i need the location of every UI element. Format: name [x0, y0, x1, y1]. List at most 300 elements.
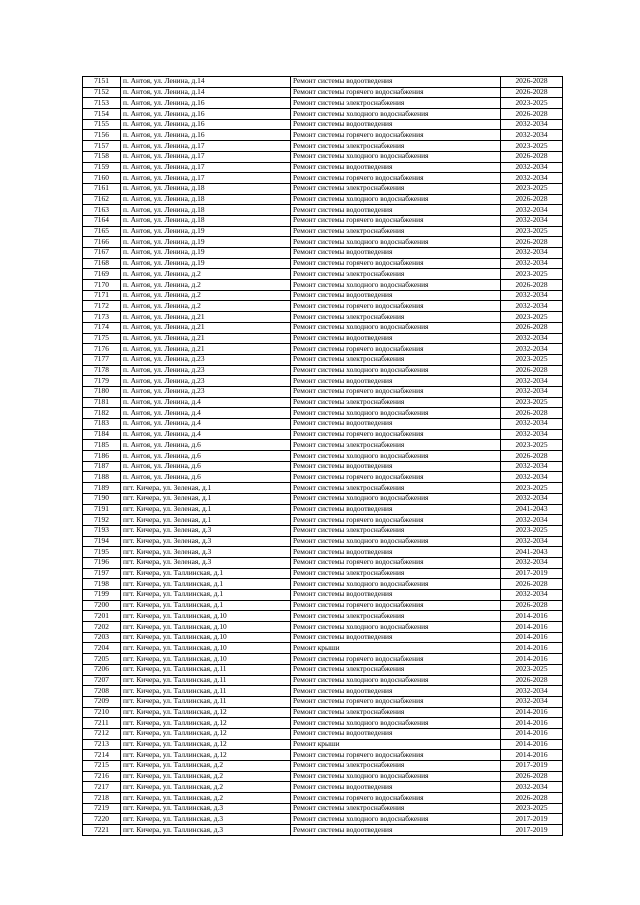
- address-cell: п. Антоя, ул. Ленина, д.4: [121, 419, 291, 430]
- row-number-cell: 7195: [83, 547, 121, 558]
- row-number-cell: 7172: [83, 301, 121, 312]
- row-number-cell: 7199: [83, 590, 121, 601]
- work-type-cell: Ремонт системы водоотведения: [291, 547, 501, 558]
- work-type-cell: Ремонт системы электроснабжения: [291, 803, 501, 814]
- work-type-cell: Ремонт системы холодного водоснабжения: [291, 493, 501, 504]
- work-type-cell: Ремонт системы водоотведения: [291, 686, 501, 697]
- table-row: [83, 675, 563, 686]
- address-cell: пгт. Кичера, ул. Таллинская, д.3: [121, 814, 291, 825]
- table-row: [83, 761, 563, 772]
- row-number-cell: 7158: [83, 151, 121, 162]
- period-cell: 2032-2034: [501, 376, 563, 387]
- address-cell: пгт. Кичера, ул. Зеленая, д.1: [121, 483, 291, 494]
- address-cell: пгт. Кичера, ул. Таллинская, д.10: [121, 622, 291, 633]
- period-cell: 2032-2034: [501, 782, 563, 793]
- address-cell: п. Антоя, ул. Ленина, д.4: [121, 408, 291, 419]
- table-row: [83, 141, 563, 152]
- period-cell: 2032-2034: [501, 696, 563, 707]
- table-row: [83, 215, 563, 226]
- table-row: [83, 525, 563, 536]
- table-row: [83, 258, 563, 269]
- period-cell: 2023-2025: [501, 354, 563, 365]
- work-type-cell: Ремонт системы водоотведения: [291, 248, 501, 259]
- period-cell: 2032-2034: [501, 536, 563, 547]
- period-cell: 2032-2034: [501, 301, 563, 312]
- table-row: [83, 151, 563, 162]
- row-number-cell: 7173: [83, 312, 121, 323]
- work-type-cell: Ремонт системы горячего водоснабжения: [291, 215, 501, 226]
- table-row: [83, 312, 563, 323]
- period-cell: 2032-2034: [501, 557, 563, 568]
- address-cell: пгт. Кичера, ул. Зеленая, д.3: [121, 557, 291, 568]
- work-type-cell: Ремонт системы горячего водоснабжения: [291, 557, 501, 568]
- row-number-cell: 7164: [83, 215, 121, 226]
- row-number-cell: 7166: [83, 237, 121, 248]
- row-number-cell: 7170: [83, 280, 121, 291]
- row-number-cell: 7186: [83, 451, 121, 462]
- address-cell: п. Антоя, ул. Ленина, д.2: [121, 280, 291, 291]
- work-type-cell: Ремонт системы электроснабжения: [291, 525, 501, 536]
- table-row: [83, 782, 563, 793]
- table-row: [83, 226, 563, 237]
- period-cell: 2023-2025: [501, 269, 563, 280]
- address-cell: пгт. Кичера, ул. Таллинская, д.10: [121, 654, 291, 665]
- work-type-cell: Ремонт системы водоотведения: [291, 205, 501, 216]
- row-number-cell: 7171: [83, 290, 121, 301]
- period-cell: 2023-2025: [501, 226, 563, 237]
- table-row: [83, 87, 563, 98]
- address-cell: п. Антоя, ул. Ленина, д.21: [121, 333, 291, 344]
- repair-schedule-table: [82, 76, 563, 836]
- work-type-cell: Ремонт системы холодного водоснабжения: [291, 579, 501, 590]
- row-number-cell: 7204: [83, 643, 121, 654]
- row-number-cell: 7208: [83, 686, 121, 697]
- work-type-cell: Ремонт системы электроснабжения: [291, 440, 501, 451]
- address-cell: п. Антоя, ул. Ленина, д.18: [121, 194, 291, 205]
- table-row: [83, 568, 563, 579]
- work-type-cell: Ремонт системы водоотведения: [291, 376, 501, 387]
- address-cell: п. Антоя, ул. Ленина, д.6: [121, 461, 291, 472]
- work-type-cell: Ремонт крыши: [291, 739, 501, 750]
- row-number-cell: 7214: [83, 750, 121, 761]
- address-cell: п. Антоя, ул. Ленина, д.21: [121, 344, 291, 355]
- period-cell: 2014-2016: [501, 739, 563, 750]
- table-row: [83, 269, 563, 280]
- work-type-cell: Ремонт системы электроснабжения: [291, 269, 501, 280]
- work-type-cell: Ремонт системы водоотведения: [291, 590, 501, 601]
- period-cell: 2032-2034: [501, 419, 563, 430]
- period-cell: 2014-2016: [501, 632, 563, 643]
- table-row: [83, 590, 563, 601]
- row-number-cell: 7183: [83, 419, 121, 430]
- table-row: [83, 632, 563, 643]
- row-number-cell: 7209: [83, 696, 121, 707]
- row-number-cell: 7187: [83, 461, 121, 472]
- period-cell: 2026-2028: [501, 771, 563, 782]
- table-row: [83, 365, 563, 376]
- work-type-cell: Ремонт системы холодного водоснабжения: [291, 814, 501, 825]
- work-type-cell: Ремонт системы горячего водоснабжения: [291, 696, 501, 707]
- table-row: [83, 739, 563, 750]
- row-number-cell: 7189: [83, 483, 121, 494]
- period-cell: 2032-2034: [501, 429, 563, 440]
- table-row: [83, 119, 563, 130]
- address-cell: пгт. Кичера, ул. Таллинская, д.2: [121, 771, 291, 782]
- row-number-cell: 7168: [83, 258, 121, 269]
- work-type-cell: Ремонт системы холодного водоснабжения: [291, 718, 501, 729]
- table-row: [83, 354, 563, 365]
- row-number-cell: 7160: [83, 173, 121, 184]
- address-cell: п. Антоя, ул. Ленина, д.2: [121, 269, 291, 280]
- work-type-cell: Ремонт системы горячего водоснабжения: [291, 87, 501, 98]
- period-cell: 2026-2028: [501, 109, 563, 120]
- period-cell: 2023-2025: [501, 803, 563, 814]
- table-row: [83, 793, 563, 804]
- address-cell: п. Антоя, ул. Ленина, д.19: [121, 258, 291, 269]
- table-row: [83, 718, 563, 729]
- address-cell: п. Антоя, ул. Ленина, д.4: [121, 397, 291, 408]
- row-number-cell: 7200: [83, 600, 121, 611]
- work-type-cell: Ремонт системы горячего водоснабжения: [291, 386, 501, 397]
- row-number-cell: 7210: [83, 707, 121, 718]
- address-cell: пгт. Кичера, ул. Таллинская, д.11: [121, 664, 291, 675]
- row-number-cell: 7219: [83, 803, 121, 814]
- table-row: [83, 183, 563, 194]
- address-cell: пгт. Кичера, ул. Таллинская, д.10: [121, 643, 291, 654]
- period-cell: 2014-2016: [501, 611, 563, 622]
- table-row: [83, 461, 563, 472]
- row-number-cell: 7175: [83, 333, 121, 344]
- address-cell: п. Антоя, ул. Ленина, д.14: [121, 77, 291, 88]
- address-cell: пгт. Кичера, ул. Таллинская, д.11: [121, 686, 291, 697]
- address-cell: п. Антоя, ул. Ленина, д.2: [121, 290, 291, 301]
- table-row: [83, 493, 563, 504]
- address-cell: п. Антоя, ул. Ленина, д.21: [121, 312, 291, 323]
- period-cell: 2014-2016: [501, 707, 563, 718]
- row-number-cell: 7203: [83, 632, 121, 643]
- table-row: [83, 194, 563, 205]
- table-row: [83, 98, 563, 109]
- row-number-cell: 7182: [83, 408, 121, 419]
- work-type-cell: Ремонт системы холодного водоснабжения: [291, 194, 501, 205]
- table-row: [83, 771, 563, 782]
- address-cell: п. Антоя, ул. Ленина, д.4: [121, 429, 291, 440]
- table-row: [83, 728, 563, 739]
- period-cell: 2032-2034: [501, 333, 563, 344]
- table-row: [83, 397, 563, 408]
- row-number-cell: 7180: [83, 386, 121, 397]
- period-cell: 2023-2025: [501, 183, 563, 194]
- address-cell: пгт. Кичера, ул. Зеленая, д.3: [121, 536, 291, 547]
- table-row: [83, 301, 563, 312]
- period-cell: 2032-2034: [501, 386, 563, 397]
- row-number-cell: 7188: [83, 472, 121, 483]
- row-number-cell: 7159: [83, 162, 121, 173]
- row-number-cell: 7192: [83, 515, 121, 526]
- row-number-cell: 7184: [83, 429, 121, 440]
- row-number-cell: 7218: [83, 793, 121, 804]
- address-cell: п. Антоя, ул. Ленина, д.19: [121, 226, 291, 237]
- table-row: [83, 472, 563, 483]
- work-type-cell: Ремонт системы горячего водоснабжения: [291, 344, 501, 355]
- table-row: [83, 557, 563, 568]
- work-type-cell: Ремонт системы горячего водоснабжения: [291, 429, 501, 440]
- period-cell: 2026-2028: [501, 365, 563, 376]
- work-type-cell: Ремонт системы водоотведения: [291, 119, 501, 130]
- row-number-cell: 7161: [83, 183, 121, 194]
- address-cell: п. Антоя, ул. Ленина, д.17: [121, 141, 291, 152]
- period-cell: 2014-2016: [501, 718, 563, 729]
- period-cell: 2023-2025: [501, 141, 563, 152]
- work-type-cell: Ремонт системы холодного водоснабжения: [291, 536, 501, 547]
- table-row: [83, 654, 563, 665]
- work-type-cell: Ремонт системы холодного водоснабжения: [291, 408, 501, 419]
- period-cell: 2041-2043: [501, 504, 563, 515]
- work-type-cell: Ремонт системы холодного водоснабжения: [291, 322, 501, 333]
- work-type-cell: Ремонт системы водоотведения: [291, 419, 501, 430]
- table-row: [83, 386, 563, 397]
- address-cell: п. Антоя, ул. Ленина, д.16: [121, 109, 291, 120]
- address-cell: пгт. Кичера, ул. Таллинская, д.12: [121, 718, 291, 729]
- address-cell: п. Антоя, ул. Ленина, д.19: [121, 237, 291, 248]
- address-cell: пгт. Кичера, ул. Таллинская, д.12: [121, 739, 291, 750]
- address-cell: п. Антоя, ул. Ленина, д.2: [121, 301, 291, 312]
- table-row: [83, 440, 563, 451]
- table-row: [83, 622, 563, 633]
- period-cell: 2014-2016: [501, 728, 563, 739]
- table-body: [83, 77, 563, 836]
- table-row: [83, 408, 563, 419]
- address-cell: п. Антоя, ул. Ленина, д.23: [121, 354, 291, 365]
- period-cell: 2014-2016: [501, 622, 563, 633]
- address-cell: п. Антоя, ул. Ленина, д.14: [121, 87, 291, 98]
- period-cell: 2032-2034: [501, 472, 563, 483]
- work-type-cell: Ремонт системы водоотведения: [291, 290, 501, 301]
- row-number-cell: 7176: [83, 344, 121, 355]
- period-cell: 2026-2028: [501, 600, 563, 611]
- table-row: [83, 376, 563, 387]
- work-type-cell: Ремонт системы электроснабжения: [291, 761, 501, 772]
- table-row: [83, 803, 563, 814]
- work-type-cell: Ремонт системы водоотведения: [291, 825, 501, 836]
- period-cell: 2026-2028: [501, 451, 563, 462]
- address-cell: пгт. Кичера, ул. Таллинская, д.11: [121, 675, 291, 686]
- address-cell: пгт. Кичера, ул. Таллинская, д.11: [121, 696, 291, 707]
- period-cell: 2032-2034: [501, 515, 563, 526]
- address-cell: пгт. Кичера, ул. Зеленая, д.1: [121, 493, 291, 504]
- work-type-cell: Ремонт системы электроснабжения: [291, 397, 501, 408]
- row-number-cell: 7220: [83, 814, 121, 825]
- work-type-cell: Ремонт системы горячего водоснабжения: [291, 258, 501, 269]
- period-cell: 2023-2025: [501, 483, 563, 494]
- work-type-cell: Ремонт системы электроснабжения: [291, 183, 501, 194]
- row-number-cell: 7211: [83, 718, 121, 729]
- address-cell: пгт. Кичера, ул. Таллинская, д.10: [121, 611, 291, 622]
- address-cell: пгт. Кичера, ул. Таллинская, д.2: [121, 761, 291, 772]
- address-cell: п. Антоя, ул. Ленина, д.18: [121, 215, 291, 226]
- row-number-cell: 7151: [83, 77, 121, 88]
- work-type-cell: Ремонт системы холодного водоснабжения: [291, 151, 501, 162]
- work-type-cell: Ремонт системы электроснабжения: [291, 141, 501, 152]
- row-number-cell: 7157: [83, 141, 121, 152]
- address-cell: пгт. Кичера, ул. Таллинская, д.12: [121, 707, 291, 718]
- work-type-cell: Ремонт системы водоотведения: [291, 632, 501, 643]
- period-cell: 2026-2028: [501, 280, 563, 291]
- period-cell: 2017-2019: [501, 568, 563, 579]
- address-cell: п. Антоя, ул. Ленина, д.6: [121, 440, 291, 451]
- work-type-cell: Ремонт системы холодного водоснабжения: [291, 771, 501, 782]
- row-number-cell: 7206: [83, 664, 121, 675]
- period-cell: 2014-2016: [501, 643, 563, 654]
- row-number-cell: 7197: [83, 568, 121, 579]
- work-type-cell: Ремонт системы электроснабжения: [291, 98, 501, 109]
- period-cell: 2026-2028: [501, 77, 563, 88]
- table-row: [83, 643, 563, 654]
- period-cell: 2026-2028: [501, 322, 563, 333]
- period-cell: 2026-2028: [501, 194, 563, 205]
- period-cell: 2014-2016: [501, 750, 563, 761]
- work-type-cell: Ремонт системы электроснабжения: [291, 664, 501, 675]
- work-type-cell: Ремонт системы электроснабжения: [291, 312, 501, 323]
- table-row: [83, 237, 563, 248]
- row-number-cell: 7178: [83, 365, 121, 376]
- table-row: [83, 333, 563, 344]
- work-type-cell: Ремонт системы электроснабжения: [291, 226, 501, 237]
- address-cell: п. Антоя, ул. Ленина, д.17: [121, 162, 291, 173]
- row-number-cell: 7198: [83, 579, 121, 590]
- table-row: [83, 696, 563, 707]
- work-type-cell: Ремонт системы водоотведения: [291, 504, 501, 515]
- work-type-cell: Ремонт системы электроснабжения: [291, 611, 501, 622]
- table-row: [83, 600, 563, 611]
- address-cell: п. Антоя, ул. Ленина, д.23: [121, 376, 291, 387]
- work-type-cell: Ремонт системы электроснабжения: [291, 568, 501, 579]
- row-number-cell: 7202: [83, 622, 121, 633]
- table-row: [83, 707, 563, 718]
- row-number-cell: 7201: [83, 611, 121, 622]
- row-number-cell: 7163: [83, 205, 121, 216]
- work-type-cell: Ремонт системы электроснабжения: [291, 483, 501, 494]
- work-type-cell: Ремонт системы водоотведения: [291, 728, 501, 739]
- address-cell: п. Антоя, ул. Ленина, д.17: [121, 151, 291, 162]
- period-cell: 2032-2034: [501, 215, 563, 226]
- address-cell: пгт. Кичера, ул. Таллинская, д.10: [121, 632, 291, 643]
- row-number-cell: 7193: [83, 525, 121, 536]
- row-number-cell: 7215: [83, 761, 121, 772]
- address-cell: пгт. Кичера, ул. Таллинская, д.12: [121, 728, 291, 739]
- period-cell: 2032-2034: [501, 119, 563, 130]
- address-cell: п. Антоя, ул. Ленина, д.6: [121, 451, 291, 462]
- table-row: [83, 750, 563, 761]
- row-number-cell: 7191: [83, 504, 121, 515]
- address-cell: п. Антоя, ул. Ленина, д.16: [121, 98, 291, 109]
- address-cell: пгт. Кичера, ул. Таллинская, д.1: [121, 600, 291, 611]
- period-cell: 2032-2034: [501, 686, 563, 697]
- work-type-cell: Ремонт системы горячего водоснабжения: [291, 600, 501, 611]
- table-row: [83, 451, 563, 462]
- address-cell: п. Антоя, ул. Ленина, д.18: [121, 183, 291, 194]
- period-cell: 2026-2028: [501, 151, 563, 162]
- period-cell: 2026-2028: [501, 408, 563, 419]
- work-type-cell: Ремонт системы холодного водоснабжения: [291, 622, 501, 633]
- period-cell: 2032-2034: [501, 290, 563, 301]
- period-cell: 2023-2025: [501, 98, 563, 109]
- table-row: [83, 547, 563, 558]
- work-type-cell: Ремонт системы электроснабжения: [291, 707, 501, 718]
- period-cell: 2023-2025: [501, 664, 563, 675]
- address-cell: п. Антоя, ул. Ленина, д.16: [121, 119, 291, 130]
- period-cell: 2032-2034: [501, 173, 563, 184]
- work-type-cell: Ремонт системы горячего водоснабжения: [291, 130, 501, 141]
- table-row: [83, 611, 563, 622]
- row-number-cell: 7153: [83, 98, 121, 109]
- period-cell: 2032-2034: [501, 162, 563, 173]
- row-number-cell: 7155: [83, 119, 121, 130]
- address-cell: пгт. Кичера, ул. Зеленая, д.3: [121, 525, 291, 536]
- period-cell: 2032-2034: [501, 248, 563, 259]
- period-cell: 2032-2034: [501, 590, 563, 601]
- address-cell: пгт. Кичера, ул. Зеленая, д.1: [121, 504, 291, 515]
- address-cell: п. Антоя, ул. Ленина, д.19: [121, 248, 291, 259]
- row-number-cell: 7207: [83, 675, 121, 686]
- table-row: [83, 173, 563, 184]
- row-number-cell: 7156: [83, 130, 121, 141]
- table-row: [83, 515, 563, 526]
- work-type-cell: Ремонт системы электроснабжения: [291, 354, 501, 365]
- address-cell: п. Антоя, ул. Ленина, д.18: [121, 205, 291, 216]
- table-row: [83, 664, 563, 675]
- period-cell: 2017-2019: [501, 814, 563, 825]
- period-cell: 2017-2019: [501, 761, 563, 772]
- table-row: [83, 429, 563, 440]
- table-row: [83, 419, 563, 430]
- work-type-cell: Ремонт системы горячего водоснабжения: [291, 472, 501, 483]
- work-type-cell: Ремонт системы горячего водоснабжения: [291, 750, 501, 761]
- table-row: [83, 579, 563, 590]
- work-type-cell: Ремонт системы холодного водоснабжения: [291, 237, 501, 248]
- work-type-cell: Ремонт системы водоотведения: [291, 333, 501, 344]
- period-cell: 2023-2025: [501, 312, 563, 323]
- table-row: [83, 504, 563, 515]
- row-number-cell: 7216: [83, 771, 121, 782]
- address-cell: п. Антоя, ул. Ленина, д.17: [121, 173, 291, 184]
- period-cell: 2032-2034: [501, 205, 563, 216]
- row-number-cell: 7212: [83, 728, 121, 739]
- period-cell: 2032-2034: [501, 461, 563, 472]
- period-cell: 2023-2025: [501, 397, 563, 408]
- period-cell: 2023-2025: [501, 440, 563, 451]
- table-row: [83, 483, 563, 494]
- work-type-cell: Ремонт системы горячего водоснабжения: [291, 301, 501, 312]
- work-type-cell: Ремонт системы водоотведения: [291, 77, 501, 88]
- period-cell: 2017-2019: [501, 825, 563, 836]
- work-type-cell: Ремонт системы водоотведения: [291, 162, 501, 173]
- table-row: [83, 109, 563, 120]
- address-cell: п. Антоя, ул. Ленина, д.23: [121, 386, 291, 397]
- row-number-cell: 7169: [83, 269, 121, 280]
- work-type-cell: Ремонт системы холодного водоснабжения: [291, 109, 501, 120]
- work-type-cell: Ремонт системы горячего водоснабжения: [291, 654, 501, 665]
- period-cell: 2032-2034: [501, 258, 563, 269]
- work-type-cell: Ремонт системы холодного водоснабжения: [291, 365, 501, 376]
- address-cell: пгт. Кичера, ул. Таллинская, д.3: [121, 825, 291, 836]
- work-type-cell: Ремонт системы холодного водоснабжения: [291, 675, 501, 686]
- table-row: [83, 162, 563, 173]
- row-number-cell: 7221: [83, 825, 121, 836]
- row-number-cell: 7194: [83, 536, 121, 547]
- row-number-cell: 7196: [83, 557, 121, 568]
- address-cell: пгт. Кичера, ул. Таллинская, д.2: [121, 782, 291, 793]
